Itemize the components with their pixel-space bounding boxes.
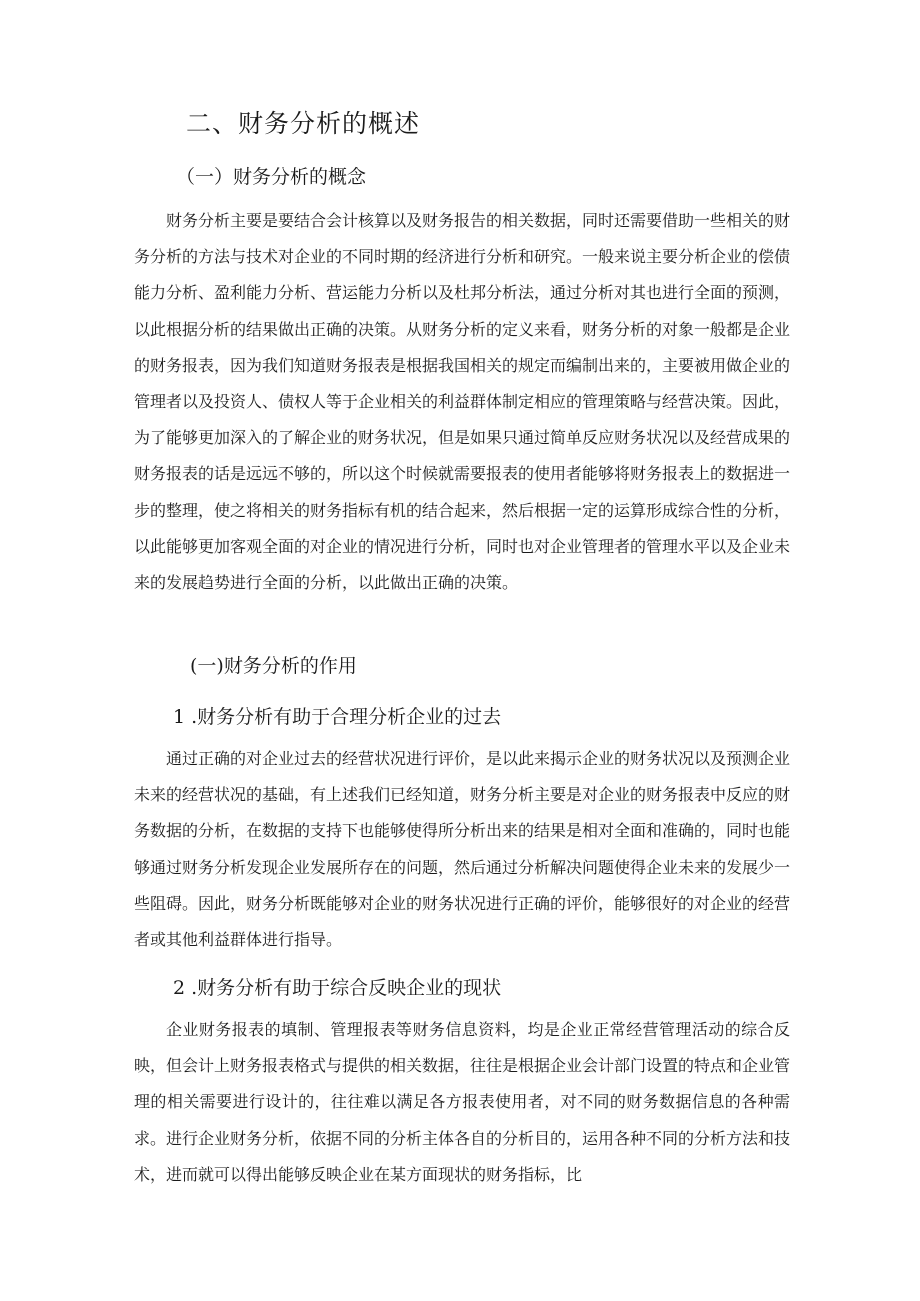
subsection-heading-present: 2 .财务分析有助于综合反映企业的现状 [173, 977, 502, 999]
document-title: 二、财务分析的概述 [186, 109, 421, 138]
paragraph-concept: 财务分析主要是要结合会计核算以及财务报告的相关数据，同时还需要借助一些相关的财务分析的方法与技术对企业的不同时期的经济进行分析和研究。一般来说主要分析企业的偿债能力分析、盈利能力分析、营运能力分析以及杜邦分析法，通过分析对其也进行全面的预测，以此根据分析的结果做出正确的决策。从财务分析的定义来看，财务分析的对象一般都是企业的财务报表，因为我们知道财务报表是根据我国相关的规定而编制出来的，主要被用做企业的管理者以及投资人、债权人等于企业相关的利益群体制定相应的管理策略与经营决策。因此，为了能够更加深入的了解企业的财务状况，但是如果只通过简单反应财务状况以及经营成果的财务报表的话是远远不够的，所以这个时候就需要报表的使用者能够将财务报表上的数据进一步的整理，使之将相关的财务指标有机的结合起来，然后根据一定的运算形成综合性的分析，以此能够更加客观全面的对企业的情况进行分析，同时也对企业管理者的管理水平以及企业未来的发展趋势进行全面的分析，以此做出正确的决策。 [134, 211, 791, 593]
section-heading-role: (一)财务分析的作用 [190, 655, 357, 677]
subsection-heading-past: 1 .财务分析有助于合理分析企业的过去 [173, 706, 502, 728]
paragraph-past: 通过正确的对企业过去的经营状况进行评价，是以此来揭示企业的财务状况以及预测企业未来的经营状况的基础，有上述我们已经知道，财务分析主要是对企业的财务报表中反应的财务数据的分析，在数据的支持下也能够使得所分析出来的结果是相对全面和准确的，同时也能够通过财务分析发现企业发展所存在的问题，然后通过分析解决问题使得企业未来的发展少一些阻碍。因此，财务分析既能够对企业的财务状况进行正确的评价，能够很好的对企业的经营者或其他利益群体进行指导。 [134, 749, 791, 950]
section-heading-concept: （一）财务分析的概念 [176, 166, 367, 188]
paragraph-present: 企业财务报表的填制、管理报表等财务信息资料，均是企业正常经营管理活动的综合反映，但会计上财务报表格式与提供的相关数据，往往是根据企业会计部门设置的特点和企业管理的相关需要进行设计的，往往难以满足各方报表使用者，对不同的财务数据信息的各种需求。进行企业财务分析，依据不同的分析主体各自的分析目的，运用各种不同的分析方法和技术，进而就可以得出能够反映企业在某方面现状的财务指标，比 [134, 1020, 791, 1184]
